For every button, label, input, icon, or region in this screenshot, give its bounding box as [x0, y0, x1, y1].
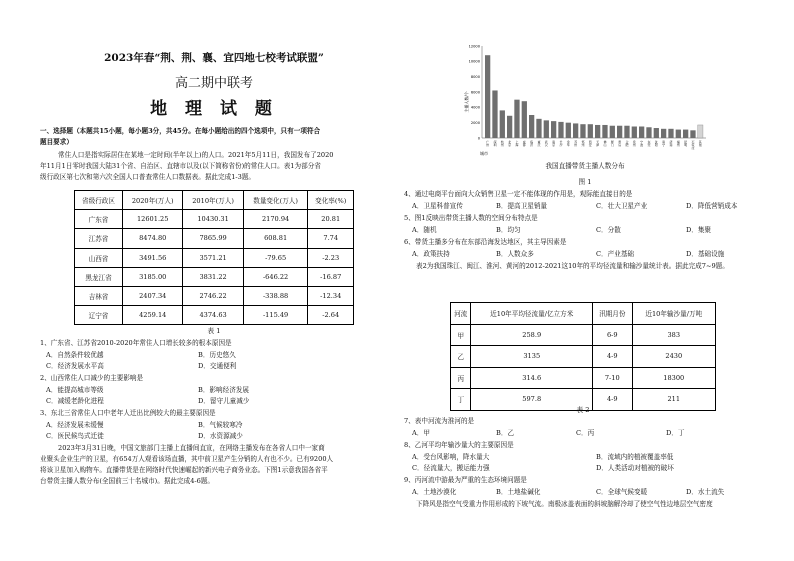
table-cell: -646.22	[243, 267, 308, 286]
table-cell: 丙	[451, 367, 471, 389]
table-header: 2010年(万人)	[183, 191, 243, 210]
option: D．集聚	[686, 226, 712, 234]
question-3: 3、东北三省常住人口中老年人迁出比例较大的最主要原因是	[40, 409, 216, 417]
table-cell: -2.23	[308, 248, 354, 267]
bar	[632, 127, 637, 139]
table-cell: 10430.31	[183, 210, 243, 229]
bar	[566, 123, 571, 138]
table-row	[75, 286, 354, 305]
table-cell: 山西省	[75, 248, 123, 267]
question-6: 6、带货主播多分布在东部沿海发达地区，其主导因素是	[404, 238, 567, 246]
bar	[610, 126, 615, 138]
question-4: 4、通过电商平台面向大众销售卫星一定不能体现的作用是，观际能直接目的是	[404, 190, 633, 198]
option: C．壮大卫星产业	[596, 202, 648, 210]
option: B．影响经济发展	[198, 386, 250, 394]
table-cell: 甲	[451, 324, 471, 346]
bar	[617, 126, 622, 138]
table-cell: 乙	[451, 346, 471, 368]
passage4: 下降风是指空气受重力作用形成的下坡气流。南极冰盖表面的斜坡脑解冷却了使空气性边地层空气密度	[416, 500, 713, 508]
option: D．人类活动对植被的破坏	[596, 464, 674, 472]
section-heading: 一、选择题（本题共15小题，每小题3分，共45分。在每小题给出的四个选项中，只有一项符合	[40, 127, 321, 135]
x-tick-label: 南宁	[661, 140, 666, 147]
table-cell: 3135	[471, 346, 593, 368]
table-cell: 3491.56	[123, 248, 183, 267]
table-cell: -79.65	[243, 248, 308, 267]
table-cell: 丁	[451, 389, 471, 411]
table-row	[75, 267, 354, 286]
bar	[514, 100, 519, 138]
table-row	[451, 324, 716, 346]
x-tick-label: 金华	[566, 140, 571, 147]
table-cell: 20.81	[308, 210, 354, 229]
table-cell: 597.8	[471, 389, 593, 411]
x-tick-label: 武汉	[544, 140, 549, 147]
y-tick-label: 4000	[470, 105, 480, 110]
option: D．交通便利	[198, 362, 237, 370]
table-header-row	[451, 303, 716, 325]
option: B．人数众多	[496, 250, 534, 258]
bar	[602, 125, 607, 138]
table-cell: 4-9	[593, 346, 633, 368]
table-cell: 3185.00	[123, 267, 183, 286]
option: D．丁	[666, 429, 685, 437]
bar	[544, 120, 549, 138]
table-cell: 7.74	[308, 229, 354, 248]
table-cell: 2407.34	[123, 286, 183, 305]
table1-caption: 表 1	[207, 327, 221, 335]
left-column	[40, 0, 388, 561]
table-cell: -16.87	[308, 267, 354, 286]
exam-title: 2023年春“荆、荆、襄、宜四地七校考试联盟”	[104, 52, 324, 64]
x-tick-label: 其他	[698, 140, 703, 147]
table-row	[451, 367, 716, 389]
x-tick-label: 重庆	[536, 140, 541, 147]
table-header: 近10年平均径流量/亿立方米	[471, 303, 593, 325]
option: C．产业基础	[596, 250, 635, 258]
table-cell: 7865.99	[183, 229, 243, 248]
option: C．医民候鸟式迁徙	[46, 432, 104, 440]
table-cell: 2746.22	[183, 286, 243, 305]
bar	[683, 130, 688, 138]
bar	[595, 125, 600, 138]
option: C．径流量大，搬运能力强	[412, 464, 490, 472]
passage3: 表2为我国珠江、闽江、淮河、黄河的2012-2021这10年的平均径流量和输沙量统计表。据此完成7~9题。	[416, 262, 729, 270]
bar	[580, 124, 585, 138]
bar	[639, 127, 644, 139]
option: A．甲	[412, 429, 430, 437]
table-cell: 2430	[632, 346, 715, 368]
bar	[492, 90, 497, 138]
bar	[661, 129, 666, 138]
passage2-line: 将该卫星加入购物车。直播带货是在网络时代快速崛起的新兴电子商务业态。下图1示意我国各省平	[40, 466, 328, 474]
bar	[668, 129, 673, 138]
y-tick-label: 2000	[470, 120, 480, 125]
table-row	[75, 248, 354, 267]
x-tick-label: 广州	[485, 140, 490, 147]
passage2-line: 2023年3月31日晚，中国文旅部门主播上直播间直宣，在网络主播发布在各省人口中一家商	[58, 444, 325, 452]
x-tick-label: 南京	[551, 140, 556, 147]
table-cell: 吉林省	[75, 286, 123, 305]
x-tick-label: 郑州	[580, 140, 585, 147]
table-cell: 3571.21	[183, 248, 243, 267]
x-tick-label: 北京	[507, 140, 512, 147]
table-header: 汛期月份	[593, 303, 633, 325]
option: B．历史悠久	[198, 351, 236, 359]
bar	[624, 126, 629, 138]
x-tick-label: 佛山	[602, 140, 607, 147]
option: D．留守儿童减少	[198, 397, 250, 405]
x-tick-label: 东莞	[646, 140, 651, 147]
x-tick-label: 沈阳	[654, 140, 659, 147]
y-tick-label: 10000	[468, 59, 480, 64]
table-row	[75, 306, 354, 325]
x-tick-label: 石家庄	[690, 140, 695, 150]
table-cell: -12.34	[308, 286, 354, 305]
bar	[588, 124, 593, 138]
subject-title: 地 理 试 题	[150, 99, 278, 119]
bar	[485, 55, 490, 138]
x-tick-label: 西安	[588, 140, 593, 147]
option: D．降低营销成本	[686, 202, 738, 210]
bar	[654, 128, 659, 138]
table-cell: 黑龙江省	[75, 267, 123, 286]
table-header: 近10年输沙量/万吨	[632, 303, 715, 325]
option: B．均匀	[496, 226, 521, 234]
table-header: 省级行政区	[75, 191, 123, 210]
option: C．丙	[576, 429, 595, 437]
table-row	[451, 346, 716, 368]
table-header: 数量变化(万人)	[243, 191, 308, 210]
table-cell: 211	[632, 389, 715, 411]
option: A．土地沙漠化	[412, 488, 457, 496]
question-8: 8、乙河平均年输沙量大的主要原因是	[404, 441, 514, 449]
x-tick-label: 长沙	[558, 140, 563, 147]
y-tick-label: 8000	[470, 74, 480, 79]
x-tick-label: 天津	[595, 140, 600, 147]
x-tick-label: 青岛	[617, 140, 622, 147]
passage2-line: 业聚头企业生产的卫星，有654万人观看该场直播，其中前卫星产生分销的人有也不少。已有9200人	[40, 455, 334, 463]
x-tick-label: 厦门	[610, 140, 615, 147]
x-tick-label: 济南	[668, 140, 673, 147]
table-cell: -338.88	[243, 286, 308, 305]
right-column	[398, 0, 768, 561]
option: B．气候较寒冷	[198, 421, 243, 429]
bar	[522, 101, 527, 138]
bar	[500, 110, 505, 138]
table-cell: 4374.63	[183, 306, 243, 325]
bar	[698, 125, 703, 138]
option: B．流域内的植被覆盖率低	[596, 453, 674, 461]
option: A．卫星科普宣传	[412, 202, 463, 210]
option: C．经济发展水平高	[46, 362, 104, 370]
option: B．土地盐碱化	[496, 488, 541, 496]
question-9: 9、丙河流中游最为严重的生态环境问题是	[404, 476, 527, 484]
x-tick-label: 昆明	[683, 140, 688, 147]
x-tick-label: 成都	[522, 140, 527, 147]
bar	[529, 115, 534, 138]
table-cell: 2170.94	[243, 210, 308, 229]
x-tick-label: 泉州	[632, 140, 637, 147]
option: A．自然条件较优越	[46, 351, 104, 359]
bar	[551, 121, 556, 138]
x-tick-label: 上海	[514, 140, 519, 147]
x-axis-label: 城市	[480, 151, 488, 156]
table-cell: 4-9	[593, 389, 633, 411]
question-5: 5、图1反映出带货主播人数的空间分布特点是	[404, 214, 538, 222]
bar	[558, 122, 563, 138]
table-cell: 辽宁省	[75, 306, 123, 325]
option: C．减缓老龄化进程	[46, 397, 104, 405]
table-cell: 江苏省	[75, 229, 123, 248]
bar	[573, 123, 578, 138]
y-tick-label: 0	[477, 136, 480, 141]
table-header-row	[75, 191, 354, 210]
bar	[676, 130, 681, 138]
x-tick-label: 临沂	[529, 140, 534, 147]
passage2-line: 台带货主播人数分布(全国前三十名城市)。据此完成4-6题。	[40, 477, 215, 485]
passage1-line: 年11月1日零时我国大陆31个省、自治区、直辖市以及(以下简称省份)的常住人口。表1为部分省	[40, 162, 321, 170]
option: D．水资源减少	[198, 432, 243, 440]
table-cell: 12601.25	[123, 210, 183, 229]
table2-caption: 表 2	[576, 406, 590, 414]
population-table	[74, 190, 354, 325]
question-7: 7、表中河流为淮河的是	[404, 417, 475, 425]
bar	[646, 127, 651, 138]
table-header: 2020年(万人)	[123, 191, 183, 210]
bar	[690, 130, 695, 138]
option: A．经济发展未缓慢	[46, 421, 104, 429]
option: D．基础设施	[686, 250, 725, 258]
table-cell: 608.81	[243, 229, 308, 248]
option: B．提高卫星销量	[496, 202, 548, 210]
bar	[507, 116, 512, 138]
river-table	[450, 302, 716, 411]
passage1-line: 级行政区第七次和第六次全国人口普查常住人口数据表。据此完成1-3题。	[40, 173, 256, 181]
exam-subtitle: 高二期中联考	[174, 76, 253, 91]
table-cell: 8474.80	[123, 229, 183, 248]
x-tick-label: 杭州	[500, 140, 505, 147]
passage1-line: 常住人口是指实际居住在某地一定时间(半年以上)的人口。2021年5月11日，我国发布了2020	[58, 151, 334, 159]
table-header: 变化率(%)	[308, 191, 354, 210]
y-axis-label: 主播人数/个	[464, 91, 469, 113]
option: B．乙	[496, 429, 515, 437]
option: C．分散	[596, 226, 621, 234]
table-cell: 258.9	[471, 324, 593, 346]
table-row	[75, 210, 354, 229]
anchor-count-bar-chart	[460, 40, 710, 158]
option: A．随机	[412, 226, 437, 234]
table-cell: 4259.14	[123, 306, 183, 325]
table-cell: -115.49	[243, 306, 308, 325]
option: D．水土流失	[686, 488, 725, 496]
x-tick-label: 福州	[676, 140, 681, 147]
table-cell: 383	[632, 324, 715, 346]
table-row	[75, 229, 354, 248]
bar	[536, 119, 541, 138]
figure-label: 图 1	[578, 178, 592, 186]
chart-caption: 我国直播带货主播人数分布	[545, 162, 625, 170]
table-header: 河流	[451, 303, 471, 325]
option: A．能提高城市等级	[46, 386, 104, 394]
table-cell: 广东省	[75, 210, 123, 229]
option: A．受台风影响，降水量大	[412, 453, 490, 461]
table-cell: 3831.22	[183, 267, 243, 286]
x-tick-label: 合肥	[624, 140, 629, 147]
x-tick-label: 苏州	[573, 140, 578, 147]
option: A．政策扶持	[412, 250, 450, 258]
section-heading-2: 题目要求）	[40, 138, 73, 146]
question-2: 2、山西常住人口减少的主要影响是	[40, 374, 144, 382]
table-cell: 6-9	[593, 324, 633, 346]
x-tick-label: 宁波	[639, 140, 644, 147]
table-cell: -2.64	[308, 306, 354, 325]
table-cell: 7-10	[593, 367, 633, 389]
option: C．全球气候变暖	[596, 488, 648, 496]
question-1: 1、广东省、江苏省2010-2020年常住人口增长较多的根本原因是	[40, 339, 232, 347]
y-tick-label: 6000	[470, 90, 480, 95]
x-tick-label: 深圳	[492, 140, 497, 147]
y-tick-label: 12000	[468, 44, 480, 49]
table-cell: 18300	[632, 367, 715, 389]
table-cell: 314.6	[471, 367, 593, 389]
